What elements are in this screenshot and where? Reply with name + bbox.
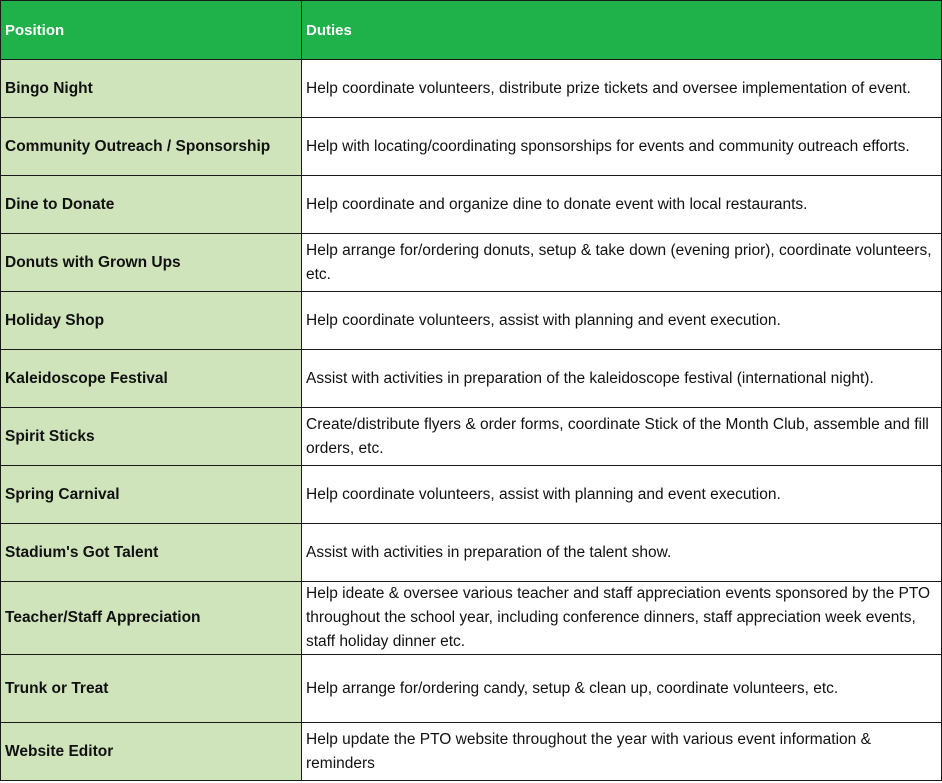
position-cell: Kaleidoscope Festival — [1, 350, 302, 408]
table-row — [1, 118, 942, 176]
duties-column-header: Duties — [302, 1, 942, 60]
table-row — [1, 350, 942, 408]
position-column-header: Position — [1, 1, 302, 60]
position-cell: Dine to Donate — [1, 176, 302, 234]
table-row — [1, 582, 942, 655]
position-cell: Spring Carnival — [1, 466, 302, 524]
duties-cell: Help update the PTO website throughout the year with various event information & reminders — [302, 723, 942, 781]
duties-cell: Help ideate & oversee various teacher and staff appreciation events sponsored by the PTO throughout the school year, including conference dinners, staff appreciation week events, staff holiday dinner etc. — [302, 582, 942, 655]
position-cell: Trunk or Treat — [1, 655, 302, 723]
duties-cell: Help with locating/coordinating sponsorships for events and community outreach efforts. — [302, 118, 942, 176]
position-cell: Donuts with Grown Ups — [1, 234, 302, 292]
duties-cell: Help coordinate volunteers, assist with planning and event execution. — [302, 292, 942, 350]
position-cell: Teacher/Staff Appreciation — [1, 582, 302, 655]
duties-cell: Assist with activities in preparation of the talent show. — [302, 524, 942, 582]
duties-cell: Help arrange for/ordering candy, setup & clean up, coordinate volunteers, etc. — [302, 655, 942, 723]
duties-cell: Help coordinate and organize dine to donate event with local restaurants. — [302, 176, 942, 234]
position-cell: Community Outreach / Sponsorship — [1, 118, 302, 176]
header-row — [1, 1, 942, 60]
duties-cell: Help arrange for/ordering donuts, setup & take down (evening prior), coordinate volunteers, etc. — [302, 234, 942, 292]
table-row — [1, 723, 942, 781]
position-cell: Holiday Shop — [1, 292, 302, 350]
table-row — [1, 408, 942, 466]
table-row — [1, 292, 942, 350]
duties-cell: Help coordinate volunteers, assist with planning and event execution. — [302, 466, 942, 524]
position-cell: Website Editor — [1, 723, 302, 781]
table-row — [1, 176, 942, 234]
duties-cell: Help coordinate volunteers, distribute prize tickets and oversee implementation of event. — [302, 60, 942, 118]
duties-cell: Create/distribute flyers & order forms, coordinate Stick of the Month Club, assemble and fill orders, etc. — [302, 408, 942, 466]
position-cell: Stadium's Got Talent — [1, 524, 302, 582]
table-row — [1, 234, 942, 292]
table-row — [1, 60, 942, 118]
position-cell: Spirit Sticks — [1, 408, 302, 466]
table-row — [1, 524, 942, 582]
duties-cell: Assist with activities in preparation of the kaleidoscope festival (international night). — [302, 350, 942, 408]
position-cell: Bingo Night — [1, 60, 302, 118]
table-row — [1, 466, 942, 524]
table-row — [1, 655, 942, 723]
